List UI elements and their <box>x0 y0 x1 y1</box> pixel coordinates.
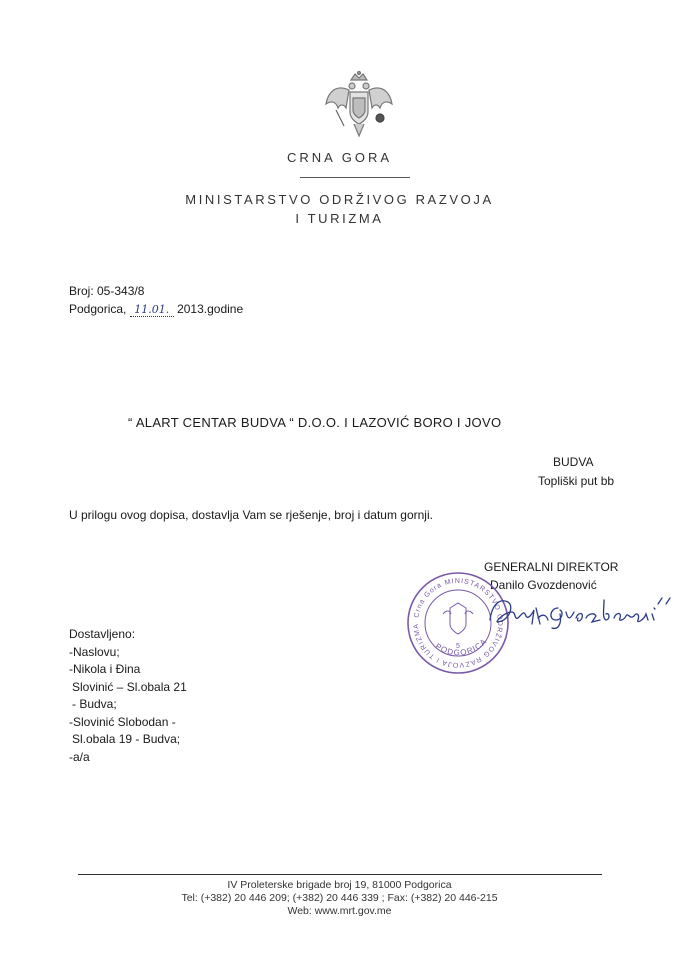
footer-divider <box>78 874 602 875</box>
delivered-to-item: - Budva; <box>72 697 117 711</box>
director-name: Danilo Gvozdenović <box>490 578 597 592</box>
footer <box>0 879 679 918</box>
country-name: CRNA GORA <box>286 150 392 165</box>
ministry-name <box>0 190 679 228</box>
recipient-city: BUDVA <box>553 455 594 469</box>
header-divider <box>300 177 410 178</box>
date-year: 2013.godine <box>177 302 244 316</box>
recipient-name: “ ALART CENTAR BUDVA “ D.O.O. I LAZOVIĆ BORO I JOVO <box>128 415 502 430</box>
stamp-number: 5 <box>456 643 460 650</box>
date-place: Podgorica, <box>69 302 127 316</box>
reference-block <box>69 282 243 318</box>
reference-number: Broj: 05-343/8 <box>69 284 145 298</box>
handwritten-date: 11.01. <box>130 304 174 317</box>
delivered-to-list <box>69 626 187 766</box>
coat-of-arms-icon <box>322 70 396 140</box>
ministry-line-2: I TURIZMA <box>295 211 384 226</box>
stamp-ring-text: Crna Gora MINISTARSTVO ODRŽIVOG RAZVOJA I TURIZMA <box>412 577 504 669</box>
delivered-to-item: -Slovinić Slobodan - <box>69 714 176 729</box>
director-title: GENERALNI DIREKTOR <box>484 560 619 574</box>
delivered-to-item: -a/a <box>69 749 90 764</box>
ministry-line-1: MINISTARSTVO ODRŽIVOG RAZVOJA <box>185 192 494 207</box>
footer-web: Web: www.mrt.gov.me <box>287 905 392 917</box>
delivered-to-heading: Dostavljeno: <box>69 627 136 641</box>
delivered-to-item: -Naslovu; <box>69 644 120 659</box>
handwritten-signature <box>478 590 678 632</box>
footer-phones: Tel: (+382) 20 446 209; (+382) 20 446 339 ; Fax: (+382) 20 446-215 <box>181 892 498 904</box>
footer-address: IV Proleterske brigade broj 19, 81000 Podgorica <box>227 879 452 891</box>
delivered-to-item: Sl.obala 19 - Budva; <box>72 732 181 746</box>
reference-date <box>69 300 243 318</box>
stamp-bottom-text: PODGORICA <box>433 636 489 658</box>
letter-body: U prilogu ovog dopisa, dostavlja Vam se rješenje, broj i datum gornji. <box>69 508 433 522</box>
recipient-street: Topliški put bb <box>538 474 615 488</box>
delivered-to-item: Slovinić – Sl.obala 21 <box>72 679 187 694</box>
delivered-to-item: -Nikola i Đina <box>69 662 141 676</box>
